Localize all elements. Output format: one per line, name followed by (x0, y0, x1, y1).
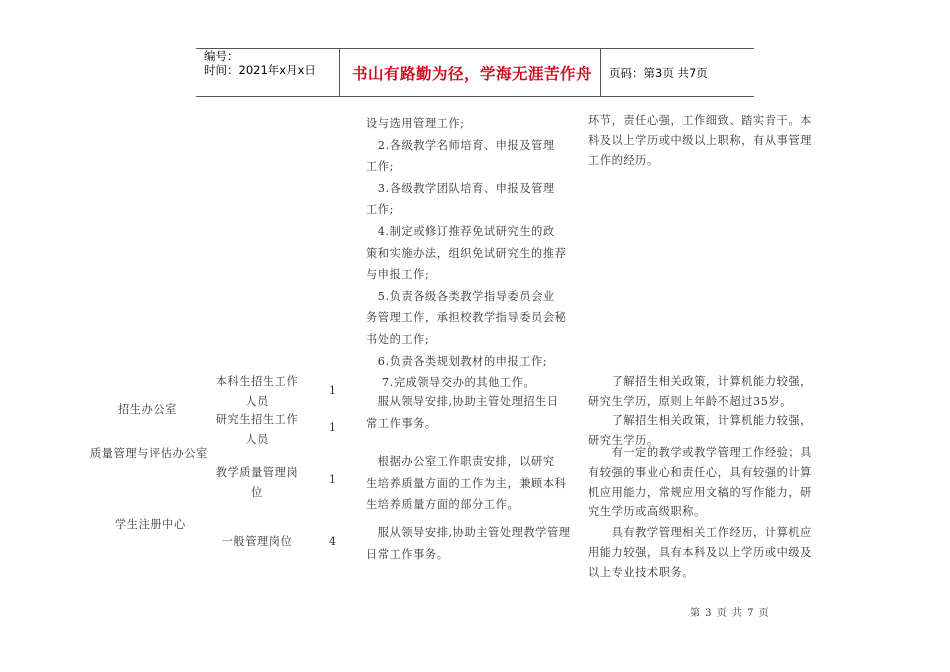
post-count: 1 (329, 421, 336, 434)
requirement-line: 了解招生相关政策，计算机能力较强， (588, 375, 812, 388)
header-motto: 书山有路勤为径，学海无涯苦作舟 (352, 64, 593, 83)
duty-line: 生培养质量方面的部分工作。 (366, 498, 520, 512)
header-bottom-rule (196, 96, 754, 97)
post-grad-admissions: 研究生招生工作人员 (215, 413, 299, 446)
header-divider-right (600, 48, 601, 97)
duty-line: 服从领导安排,协助主管处理招生日 (366, 395, 559, 408)
requirement-line: 以上专业技术职务。 (588, 565, 695, 579)
post-count: 1 (329, 473, 336, 486)
duties-quality (366, 451, 566, 516)
requirement-line: 研究生学历，原则上年龄不超过35岁。 (588, 394, 793, 408)
duty-line: 7.完成领导交办的其他工作。 (366, 376, 536, 390)
duty-line: 策和实施办法，组织免试研究生的推荐 (366, 246, 567, 260)
duty-line: 设与选用管理工作; (366, 117, 465, 130)
document-time-label: 时间：2021年x月x日 (204, 63, 316, 77)
post-count: 4 (329, 535, 336, 548)
duty-line: 常工作事务。 (366, 416, 437, 430)
department-registration: 学生注册中心 (115, 518, 186, 531)
duty-line: 6.负责各类规划教材的申报工作; (366, 354, 548, 368)
duties-admissions (366, 391, 559, 434)
header-divider-left (339, 48, 340, 97)
header-page-label: 页码：第3页 共7页 (609, 66, 708, 80)
duty-line: 生培养质量方面的工作为主，兼顾本科 (366, 476, 567, 490)
requirement-line: 环节，责任心强，工作细致、踏实肯干。本 (588, 114, 812, 127)
duty-line: 服从领导安排,协助主管处理教学管理 (366, 526, 571, 539)
requirements-quality (588, 443, 812, 522)
requirement-line: 具有教学管理相关工作经历，计算机应 (588, 526, 812, 539)
requirement-line: 有较强的事业心和责任心，具有较强的计算 (588, 465, 812, 479)
duty-line: 3.各级教学团队培育、申报及管理 (366, 181, 555, 195)
requirement-line: 有一定的教学或教学管理工作经验；具 (588, 446, 812, 459)
requirement-line: 研究生学历。 (588, 433, 659, 447)
requirement-line: 工作的经历。 (588, 154, 659, 167)
post-general-management: 一般管理岗位 (221, 535, 293, 548)
requirements-admissions (588, 372, 812, 450)
department-admissions: 招生办公室 (118, 403, 177, 416)
requirements-registration (588, 523, 812, 582)
duties-continued (366, 113, 566, 394)
document-number-label: 编号： (204, 49, 239, 63)
department-quality: 质量管理与评估办公室 (90, 447, 208, 460)
duties-registration (366, 522, 571, 565)
post-teaching-quality: 教学质量管理岗位 (215, 466, 299, 499)
requirement-line: 究生学历或高级职称。 (588, 505, 706, 519)
requirement-line: 用能力较强，具有本科及以上学历或中级及 (588, 545, 812, 559)
duty-line: 根据办公室工作职责安排，以研究 (366, 455, 555, 468)
requirement-line: 科及以上学历或中级以上职称，有从事管理 (588, 134, 812, 147)
duty-line: 5.负责各级各类教学指导委员会业 (366, 289, 555, 303)
duty-line: 工作; (366, 203, 394, 217)
duty-line: 4.制定或修订推荐免试研究生的政 (366, 224, 555, 238)
duty-line: 工作; (366, 160, 394, 174)
duty-line: 书处的工作; (366, 332, 430, 346)
duty-line: 务管理工作，承担校教学指导委员会秘 (366, 311, 567, 325)
post-undergrad-admissions: 本科生招生工作人员 (215, 375, 299, 408)
duty-line: 日常工作事务。 (366, 547, 449, 561)
page-footer: 第 3 页 共 7 页 (690, 608, 770, 619)
duty-line: 2.各级教学名师培育、申报及管理 (366, 138, 555, 152)
duty-line: 与申报工作; (366, 268, 430, 282)
requirement-line: 机应用能力，常规应用文稿的写作能力，研 (588, 485, 812, 499)
post-count: 1 (329, 384, 336, 397)
requirement-line: 了解招生相关政策，计算机能力较强， (588, 414, 812, 427)
requirements-continued (588, 111, 812, 171)
header-top-rule (196, 48, 754, 49)
